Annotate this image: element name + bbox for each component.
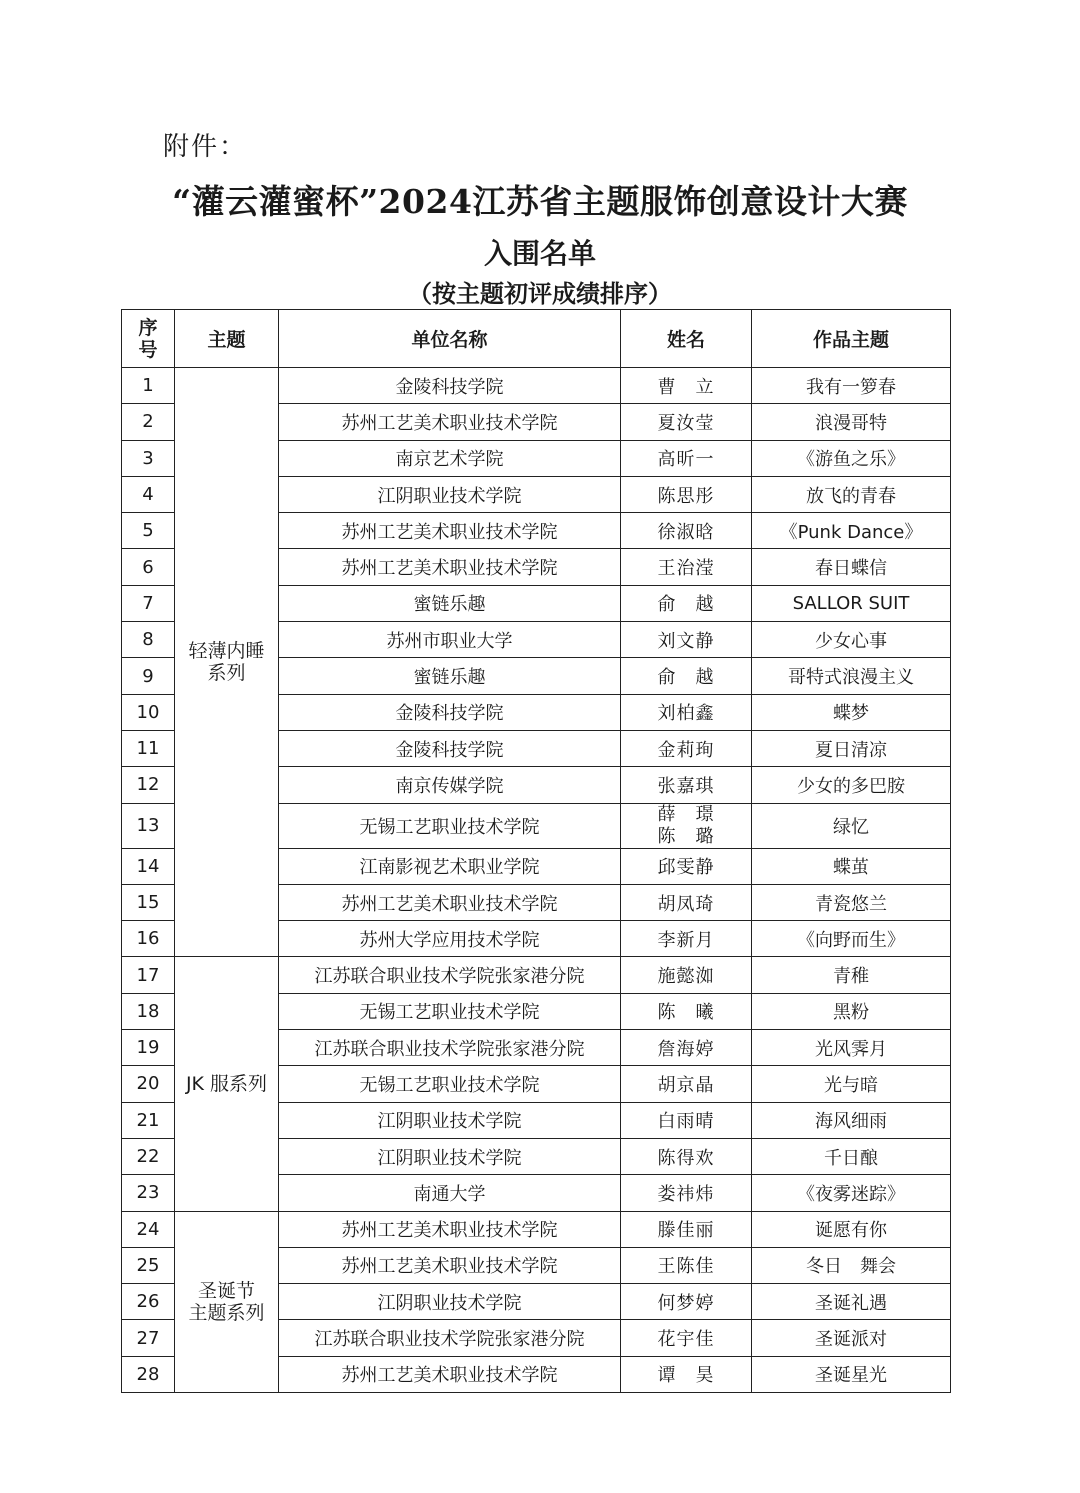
row-work: 《夜雾迷踪》 [752,1175,951,1211]
row-name: 陈得欢 [621,1138,752,1174]
row-name: 李新月 [621,921,752,957]
row-name: 徐淑晗 [621,513,752,549]
row-unit: 金陵科技学院 [279,368,621,404]
row-number: 25 [122,1247,175,1283]
row-unit: 江苏联合职业技术学院张家港分院 [279,1030,621,1066]
row-work: 冬日 舞会 [752,1247,951,1283]
row-number: 12 [122,767,175,803]
row-number: 20 [122,1066,175,1102]
row-unit: 苏州工艺美术职业技术学院 [279,1211,621,1247]
table-row [122,1211,951,1247]
row-number: 19 [122,1030,175,1066]
row-name: 金莉珣 [621,730,752,766]
row-work: 春日蝶信 [752,549,951,585]
row-unit: 金陵科技学院 [279,730,621,766]
row-number: 28 [122,1356,175,1392]
row-unit: 苏州工艺美术职业技术学院 [279,1356,621,1392]
row-number: 17 [122,957,175,993]
row-unit: 苏州工艺美术职业技术学院 [279,549,621,585]
row-number: 3 [122,440,175,476]
row-number: 10 [122,694,175,730]
row-work: 光与暗 [752,1066,951,1102]
row-name: 王治滢 [621,549,752,585]
finalist-table [121,309,951,1393]
row-number: 1 [122,368,175,404]
row-work: 蝶茧 [752,848,951,884]
row-work: SALLOR SUIT [752,585,951,621]
header-work: 作品主题 [752,310,951,368]
row-number: 6 [122,549,175,585]
row-work: 青稚 [752,957,951,993]
row-unit: 江苏联合职业技术学院张家港分院 [279,957,621,993]
row-name: 詹海婷 [621,1030,752,1066]
row-work: 光风霁月 [752,1030,951,1066]
row-number: 2 [122,404,175,440]
row-number: 11 [122,730,175,766]
row-number: 26 [122,1284,175,1320]
row-unit: 苏州工艺美术职业技术学院 [279,1247,621,1283]
header-unit: 单位名称 [279,310,621,368]
group-theme-cell: 圣诞节 主题系列 [175,1211,279,1392]
row-name: 陈思彤 [621,476,752,512]
row-number: 21 [122,1102,175,1138]
row-number: 4 [122,476,175,512]
row-work: 绿忆 [752,803,951,848]
row-name: 王陈佳 [621,1247,752,1283]
row-name: 张嘉琪 [621,767,752,803]
row-name: 高昕一 [621,440,752,476]
row-unit: 无锡工艺职业技术学院 [279,993,621,1029]
row-work: 圣诞星光 [752,1356,951,1392]
row-unit: 江南影视艺术职业学院 [279,848,621,884]
row-work: 浪漫哥特 [752,404,951,440]
row-number: 22 [122,1138,175,1174]
row-name: 俞 越 [621,585,752,621]
row-name: 白雨晴 [621,1102,752,1138]
row-work: 诞愿有你 [752,1211,951,1247]
row-name: 俞 越 [621,658,752,694]
row-unit: 苏州工艺美术职业技术学院 [279,404,621,440]
row-number: 27 [122,1320,175,1356]
row-unit: 江阴职业技术学院 [279,1138,621,1174]
row-name: 曹 立 [621,368,752,404]
row-unit: 江阴职业技术学院 [279,476,621,512]
row-name: 滕佳丽 [621,1211,752,1247]
row-number: 9 [122,658,175,694]
row-name: 胡凤琦 [621,884,752,920]
row-work: 哥特式浪漫主义 [752,658,951,694]
row-work: 黑粉 [752,993,951,1029]
row-work: 圣诞派对 [752,1320,951,1356]
row-name: 夏汝莹 [621,404,752,440]
row-name: 花宇佳 [621,1320,752,1356]
row-work: 少女心事 [752,622,951,658]
row-unit: 蜜链乐趣 [279,585,621,621]
row-name: 邱雯静 [621,848,752,884]
row-name: 刘柏鑫 [621,694,752,730]
row-work: 千日酿 [752,1138,951,1174]
row-name-first: 薛 璟 [657,803,715,825]
group-theme-cell: 轻薄内睡 系列 [175,368,279,957]
group-theme-cell: JK 服系列 [175,957,279,1211]
row-name-second: 陈 璐 [657,825,715,847]
document-subtitle: 入围名单 [483,237,596,270]
row-unit: 江阴职业技术学院 [279,1284,621,1320]
row-unit: 苏州市职业大学 [279,622,621,658]
sorting-note: （按主题初评成绩排序） [408,279,672,308]
row-work: 我有一箩春 [752,368,951,404]
row-number: 18 [122,993,175,1029]
row-unit: 苏州大学应用技术学院 [279,921,621,957]
row-name: 胡京晶 [621,1066,752,1102]
row-work: 《向野而生》 [752,921,951,957]
row-number: 13 [122,803,175,848]
row-name: 陈 曦 [621,993,752,1029]
row-work: 少女的多巴胺 [752,767,951,803]
row-unit: 无锡工艺职业技术学院 [279,1066,621,1102]
row-work: 放飞的青春 [752,476,951,512]
row-name: 刘文静 [621,622,752,658]
row-work: 《游鱼之乐》 [752,440,951,476]
row-unit: 苏州工艺美术职业技术学院 [279,884,621,920]
row-name: 谭 昊 [621,1356,752,1392]
row-unit: 南通大学 [279,1175,621,1211]
row-name [621,803,752,848]
row-number: 24 [122,1211,175,1247]
row-unit: 苏州工艺美术职业技术学院 [279,513,621,549]
row-work: 蝶梦 [752,694,951,730]
row-unit: 江苏联合职业技术学院张家港分院 [279,1320,621,1356]
row-work: 圣诞礼遇 [752,1284,951,1320]
row-work: 《Punk Dance》 [752,513,951,549]
row-unit: 金陵科技学院 [279,694,621,730]
row-work: 夏日清凉 [752,730,951,766]
row-work: 海风细雨 [752,1102,951,1138]
document-title: “灌云灌蜜杯”2024江苏省主题服饰创意设计大赛 [172,182,908,221]
row-number: 8 [122,622,175,658]
row-number: 5 [122,513,175,549]
row-unit: 无锡工艺职业技术学院 [279,803,621,848]
table-row [122,957,951,993]
attachment-label: 附件： [163,132,248,162]
row-name: 娄祎炜 [621,1175,752,1211]
row-unit: 南京艺术学院 [279,440,621,476]
row-work: 青瓷悠兰 [752,884,951,920]
header-name: 姓名 [621,310,752,368]
row-number: 7 [122,585,175,621]
row-number: 16 [122,921,175,957]
row-number: 15 [122,884,175,920]
header-number: 序 号 [122,310,175,368]
row-unit: 江阴职业技术学院 [279,1102,621,1138]
row-number: 23 [122,1175,175,1211]
table-row [122,368,951,404]
row-unit: 蜜链乐趣 [279,658,621,694]
row-number: 14 [122,848,175,884]
row-name: 施懿洳 [621,957,752,993]
row-name: 何梦婷 [621,1284,752,1320]
header-theme: 主题 [175,310,279,368]
table-header-row [122,310,951,368]
row-unit: 南京传媒学院 [279,767,621,803]
